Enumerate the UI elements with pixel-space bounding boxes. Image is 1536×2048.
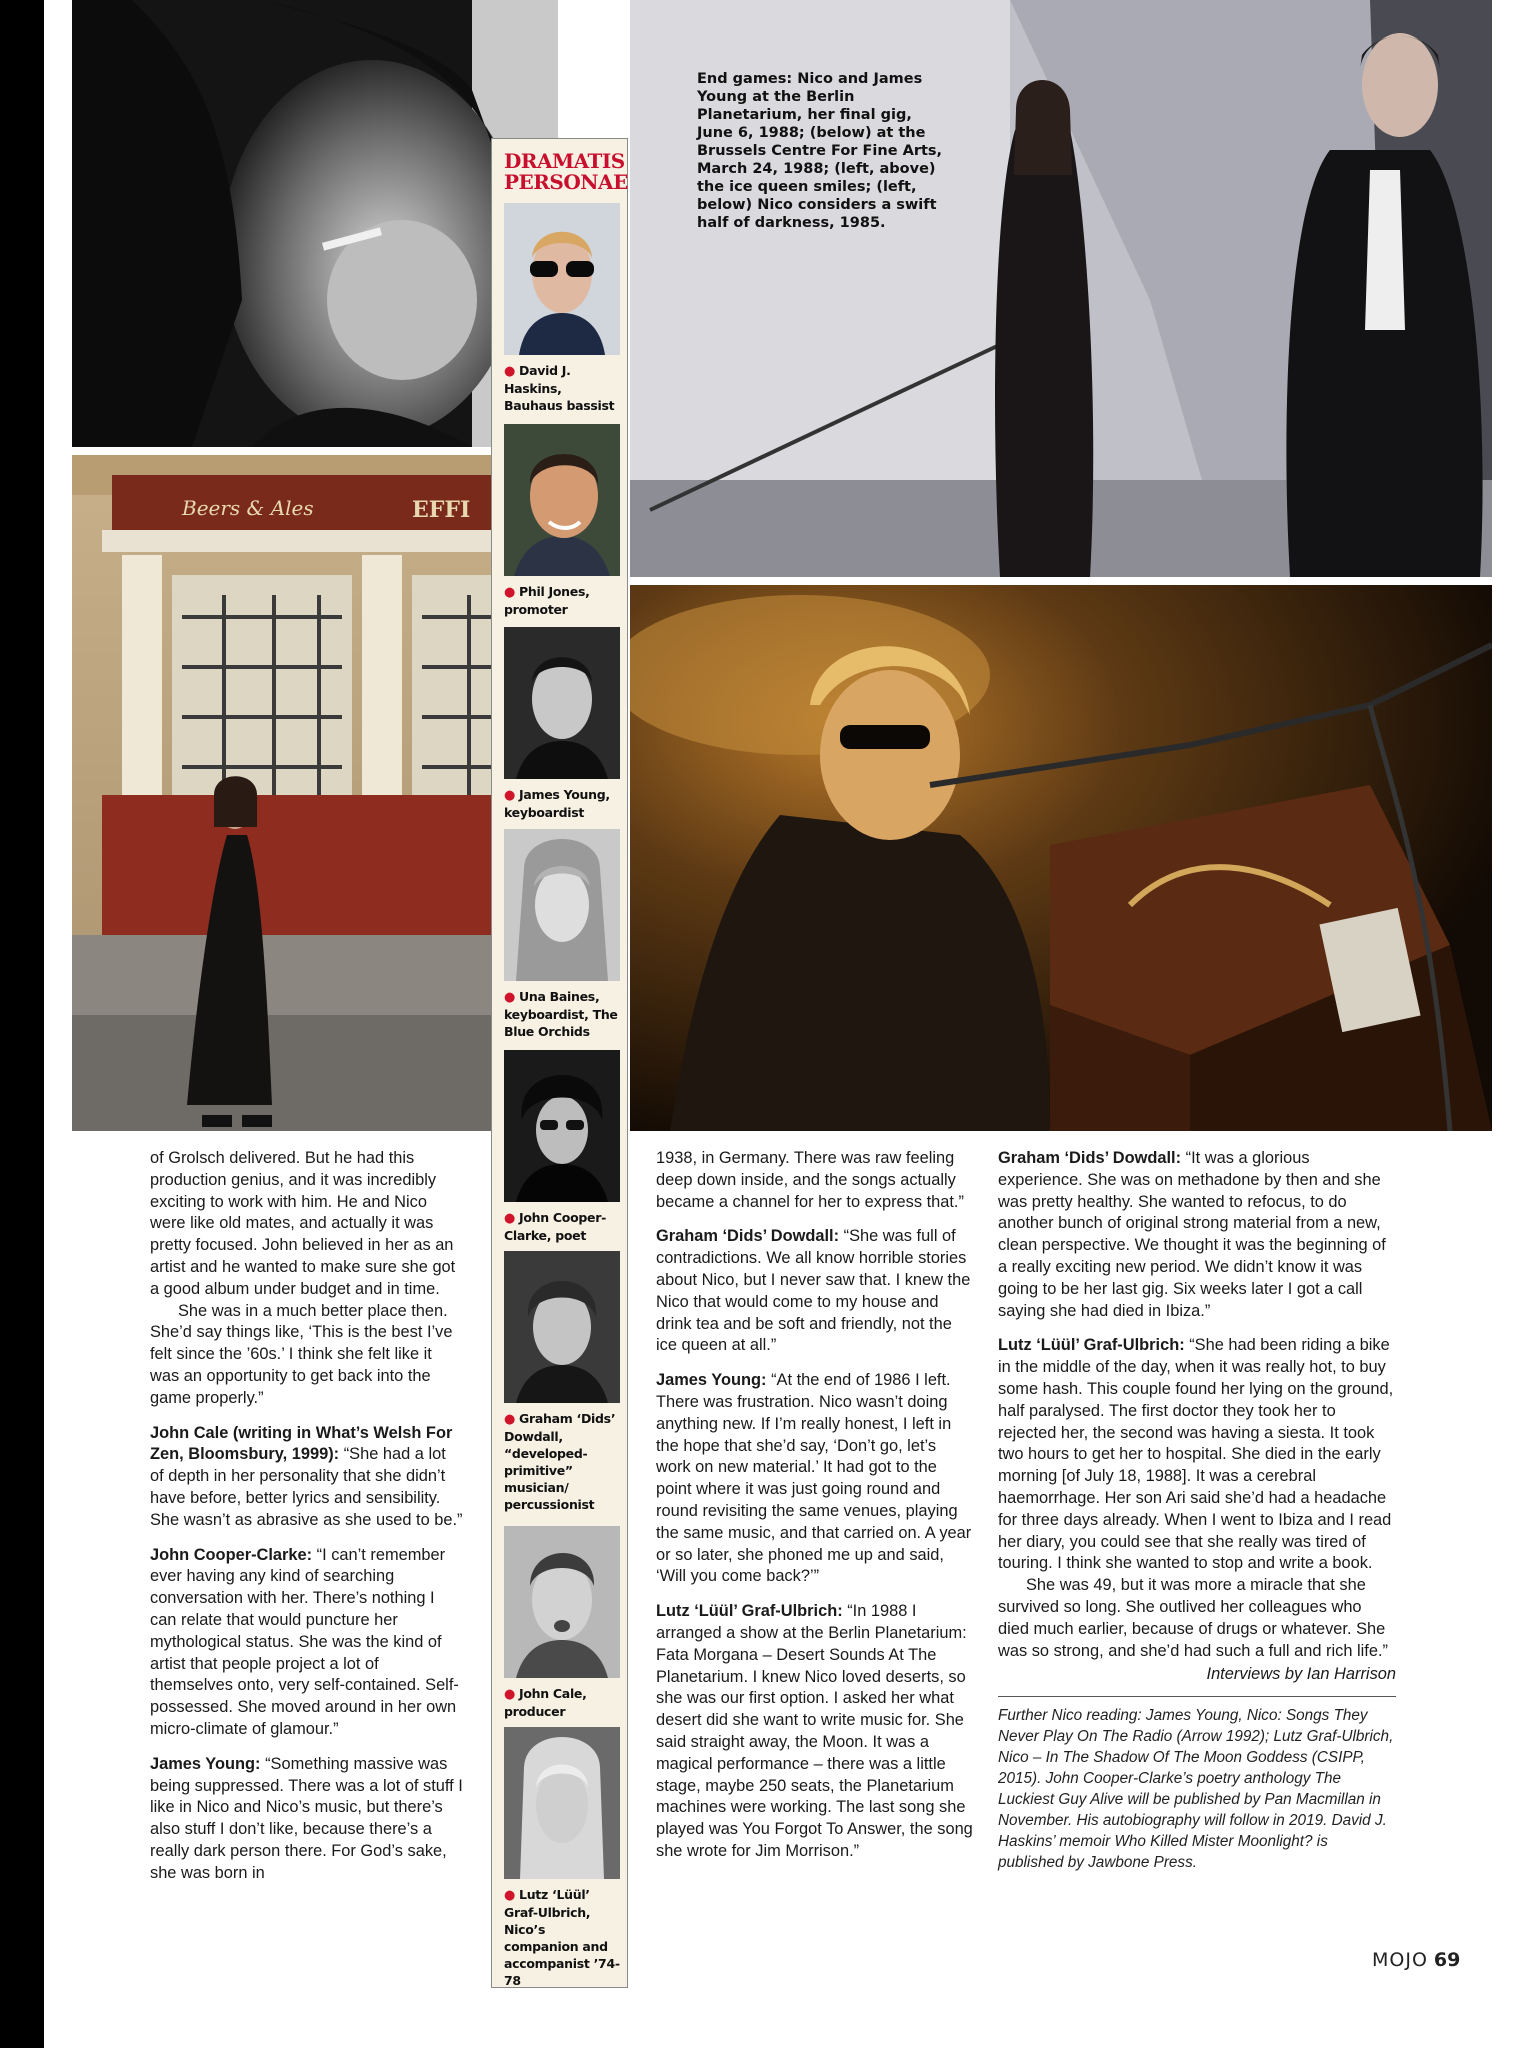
paragraph (998, 1148, 1396, 1322)
speaker-name: Graham ‘Dids’ Dowdall: (656, 1227, 840, 1246)
photo-piano-concert (630, 585, 1492, 1131)
speaker-name: John Cooper-Clarke: (150, 1545, 313, 1564)
interview-credit: Interviews by Ian Harrison (1206, 1665, 1396, 1684)
speaker-name: Graham ‘Dids’ Dowdall: (998, 1149, 1182, 1167)
quote-text: “I can’t remember ever having any kind of searching conversation with her. There’s nothing I can relate that would puncture her mythological status. She was the kind of artist that people project a lot of themselves onto, very self-contained. Self-possessed. She moved around in her own micro-climate of glamour.” (150, 1545, 459, 1738)
person-lutz-graf-ulbrich (504, 1727, 620, 1989)
sidebar-title (492, 139, 627, 193)
magazine-name: MOJO (1372, 1949, 1428, 1971)
photo-nico-street (72, 455, 554, 1131)
person-label: John Cooper-Clarke, poet (504, 1210, 606, 1243)
person-label: David J. Haskins, Bauhaus bassist (504, 363, 615, 413)
bullet-icon: ● (504, 1211, 516, 1226)
bullet-icon: ● (504, 1888, 516, 1903)
bullet-icon: ● (504, 990, 516, 1005)
paragraph (150, 1754, 463, 1885)
portrait-john-cooper-clarke (504, 1050, 620, 1202)
paragraph: She was 49, but it was more a miracle that she survived so long. She outlived her colleagues who died much earlier, because of drugs or whatever. She was so strong, and she’d had such a full and rich life.” (998, 1576, 1388, 1660)
person-john-cooper-clarke (504, 1050, 620, 1244)
sidebar-title-line1: DRAMATIS (504, 149, 625, 173)
bullet-icon: ● (504, 585, 516, 600)
portrait-john-cale (504, 1526, 620, 1678)
portrait-james-young (504, 627, 620, 779)
bullet-icon: ● (504, 788, 516, 803)
speaker-name: Lutz ‘Lüül’ Graf-Ulbrich: (656, 1602, 843, 1621)
sidebar-title-line2: PERSONAE (504, 170, 628, 194)
person-label: Una Baines, keyboardist, The Blue Orchids (504, 989, 618, 1039)
bullet-icon: ● (504, 1687, 516, 1702)
person-label: Lutz ‘Lüül’ Graf-Ulbrich, Nico’s companion and accompanist ’74-78 (504, 1887, 620, 1988)
person-label: James Young, keyboardist (504, 787, 610, 820)
portrait-david-j-haskins (504, 203, 620, 355)
pub-sign-letters: EFFI (412, 497, 471, 523)
portrait-graham-dowdall (504, 1251, 620, 1403)
page-folio (1372, 1949, 1460, 1971)
paragraph: of Grolsch delivered. But he had this production genius, and it was incredibly exciting to work with him. He and Nico were like old mates, and actually it was pretty focused. John believed in her as an artist and he wanted to make sure she got a good album under budget and in time. (150, 1149, 456, 1298)
page-number: 69 (1433, 1949, 1461, 1971)
quote-text: “It was a glorious experience. She was on methadone by then and she was pretty healthy. She wanted to refocus, to do another bunch of original strong material from a new, clean perspective. We thought it was the beginning of a really exciting new period. We didn’t know it was going to be her last gig. Six weeks later I got a call saying she had died in Ibiza.” (998, 1149, 1386, 1320)
paragraph (150, 1423, 463, 1532)
speaker-name: John Cale (writing in What’s Welsh For Zen, Bloomsbury, 1999): (150, 1423, 453, 1464)
photo-nico-smoking (72, 0, 558, 447)
portrait-phil-jones (504, 424, 620, 576)
further-reading: Further Nico reading: James Young, Nico: Songs They Never Play On The Radio (Arrow 1992); Lutz Graf-Ulbrich, Nico – In The Shadow Of The Moon Goddess (CSIPP, 2015). John Cooper-Clarke’s poetry anthology The Luckiest Guy Alive will be published by Pan Macmillan in November. His autobiography will follow in 2019. David J. Haskins’ memoir Who Killed Mister Moonlight? is published by Jawbone Press. (998, 1696, 1396, 1873)
person-phil-jones (504, 424, 620, 618)
quote-text: “She was full of contradictions. We all know horrible stories about Nico, but I never saw that. I knew the Nico that would come to my house and drink tea and be soft and friendly, not the ice queen at all.” (656, 1227, 971, 1355)
speaker-name: James Young: (150, 1754, 261, 1773)
person-john-cale (504, 1526, 620, 1720)
person-james-young (504, 627, 620, 821)
text-column-3 (998, 1148, 1396, 1873)
paragraph (656, 1601, 974, 1863)
portrait-lutz-graf-ulbrich (504, 1727, 620, 1879)
photo-caption: End games: Nico and James Young at the Berlin Planetarium, her final gig, June 6, 1988; (below) at the Brussels Centre For Fine Arts, March 24, 1988; (left, above) the ice queen smiles; (left, below) Nico considers a swift half of darkness, 1985. (697, 71, 943, 231)
paragraph: She was in a much better place then. She’d say things like, ‘This is the best I’ve felt since the ’60s.’ I think she felt like it was an opportunity to get back into the game properly.” (150, 1301, 453, 1407)
portrait-una-baines (504, 829, 620, 981)
pub-sign-script: Beers & Ales (182, 496, 314, 520)
page-edge-strip (0, 0, 44, 2048)
bullet-icon: ● (504, 1412, 516, 1427)
quote-text: “She had a lot of depth in her personality that she didn’t have before, better lyrics and sensibility. She wasn’t as abrasive as she used to be.” (150, 1445, 463, 1529)
person-graham-dowdall (504, 1251, 620, 1513)
paragraph (656, 1226, 974, 1357)
dramatis-personae-sidebar (491, 138, 628, 1988)
bullet-icon: ● (504, 364, 516, 379)
quote-text: “Something massive was being suppressed. There was a lot of stuff I like in Nico and Nico’s music, but there’s also stuff I don’t like, because there’s a really dark person there. For God’s sake, she was born in (150, 1754, 463, 1882)
person-una-baines (504, 829, 620, 1040)
person-label: Graham ‘Dids’ Dowdall, “developed-primitive” musician/ percussionist (504, 1411, 616, 1512)
person-label: Phil Jones, promoter (504, 584, 590, 617)
text-column-2 (656, 1148, 974, 1863)
paragraph (656, 1370, 974, 1588)
speaker-name: Lutz ‘Lüül’ Graf-Ulbrich: (998, 1336, 1185, 1355)
person-label: John Cale, producer (504, 1686, 587, 1719)
text-column-1 (150, 1148, 463, 1885)
quote-text: “In 1988 I arranged a show at the Berlin Planetarium: Fata Morgana – Desert Sounds At The Planetarium. I knew Nico loved deserts, so she was our first option. I asked her what desert did she want to write music for. She said straight away, the Moon. It was a magical performance – there was a little stage, maybe 250 seats, the Planetarium machines were working. The last song she played was You Forgot To Answer, the song she wrote for Jim Morrison.” (656, 1602, 973, 1860)
paragraph: 1938, in Germany. There was raw feeling deep down inside, and the songs actually became a channel for her to express that.” (656, 1149, 964, 1211)
quote-text: “She had been riding a bike in the middle of the day, when it was really hot, to buy some hash. This couple found her lying on the ground, half paralysed. The first doctor they took her to rejected her, the second was having a siesta. It took two hours to get her to hospital. She died in the early morning [of July 18, 1988]. It was a cerebral haemorrhage. Her son Ari said she’d had a headache for three days already. When I went to Ibiza and I read her diary, you could see that she really was tired of touring. I think she wanted to stop and write a book. (998, 1336, 1394, 1573)
person-david-j-haskins (504, 203, 620, 414)
speaker-name: James Young: (656, 1371, 767, 1390)
paragraph (998, 1335, 1396, 1575)
quote-text: “At the end of 1986 I left. There was frustration. Nico wasn’t doing anything new. If I’m really honest, I left in the hope that she’d say, ‘Don’t go, let’s work on new material.’ It had got to the point where it was just going round and round revisiting the same venues, playing the same music, and that carried on. A year or so later, she phoned me up and said, ‘Will you come back?’” (656, 1371, 972, 1586)
paragraph (150, 1545, 463, 1741)
